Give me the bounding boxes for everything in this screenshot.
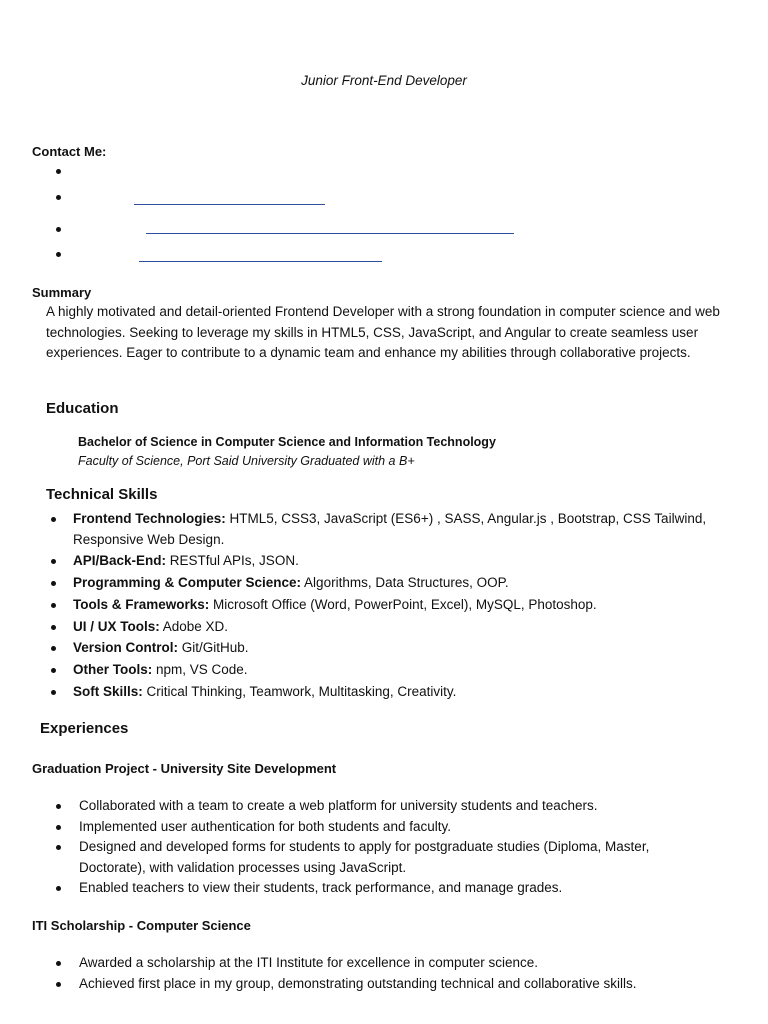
summary-text: A highly motivated and detail-oriented Frontend Developer with a strong foundation in computer science and web technologies. Seeking to leverage my skills in HTML5, CSS, JavaScript, and Angular to create seamless user experiences. Eager to contribute to a dynamic team and enhance my abilities through collaborative projects.: [46, 304, 720, 360]
project-bullet: Collaborated with a team to create a web platform for university students and teachers.: [79, 796, 719, 817]
faculty-line: Faculty of Science, Port Said University Graduated with a B+: [78, 454, 415, 468]
project-bullet: Enabled teachers to view their students, track performance, and manage grades.: [79, 878, 719, 899]
skill-item: [73, 638, 733, 659]
skill-value: HTML5, CSS3, JavaScript (ES6+) , SASS, Angular.js , Bootstrap, CSS Tailwind, Responsive Web Design.: [73, 511, 707, 547]
skill-label: Version Control:: [73, 640, 179, 656]
project-bullets: [79, 953, 719, 994]
contact-label: Contact Me:: [32, 144, 107, 159]
skill-item: [73, 573, 733, 594]
contact-link[interactable]: [146, 233, 514, 234]
project-title: ITI Scholarship - Computer Science: [32, 918, 251, 933]
skill-value: npm, VS Code.: [152, 662, 248, 678]
contact-bullet: [56, 227, 61, 232]
skill-value: Algorithms, Data Structures, OOP.: [301, 575, 509, 591]
project-title: Graduation Project - University Site Development: [32, 761, 337, 776]
skill-item: [73, 509, 733, 550]
experiences-heading: Experiences: [40, 720, 129, 737]
project-bullets: [79, 796, 719, 899]
skill-label: Soft Skills:: [73, 684, 143, 700]
skill-value: Microsoft Office (Word, PowerPoint, Excel), MySQL, Photoshop.: [209, 596, 597, 612]
contact-bullet: [56, 252, 61, 257]
skills-heading: Technical Skills: [46, 486, 158, 503]
skill-item: [73, 595, 733, 616]
contact-bullet: [56, 169, 61, 174]
contact-link[interactable]: [139, 261, 382, 262]
skill-value: Critical Thinking, Teamwork, Multitasking, Creativity.: [142, 684, 457, 700]
skill-value: Git/GitHub.: [178, 640, 249, 656]
summary-label: Summary: [32, 285, 92, 300]
education-heading: Education: [46, 400, 119, 417]
contact-link[interactable]: [134, 204, 325, 205]
skill-value: RESTful APIs, JSON.: [166, 553, 299, 569]
degree-title: Bachelor of Science in Computer Science and Information Technology: [78, 435, 496, 449]
skill-label: API/Back-End:: [73, 553, 167, 569]
skill-label: Frontend Technologies:: [73, 511, 226, 526]
project-bullet: Implemented user authentication for both students and faculty.: [79, 817, 719, 838]
project-bullet: Awarded a scholarship at the ITI Institute for excellence in computer science.: [79, 953, 719, 974]
skills-list: [73, 509, 733, 704]
skill-value: Adobe XD.: [159, 618, 229, 634]
skill-label: Tools & Frameworks:: [73, 596, 210, 612]
skill-item: [73, 551, 733, 572]
skill-label: Programming & Computer Science:: [73, 575, 302, 591]
skill-item: [73, 660, 733, 681]
contact-bullet: [56, 195, 61, 200]
project-bullet: Designed and developed forms for students to apply for postgraduate studies (Diploma, Master, Doctorate), with validation processes using JavaScript.: [79, 837, 719, 878]
skill-item: [73, 617, 733, 638]
job-title: Junior Front-End Developer: [301, 73, 467, 88]
project-bullet: Achieved first place in my group, demonstrating outstanding technical and collaborative skills.: [79, 974, 719, 995]
skill-label: Other Tools:: [73, 662, 153, 678]
skill-label: UI / UX Tools:: [73, 618, 160, 634]
skill-item: [73, 682, 733, 703]
